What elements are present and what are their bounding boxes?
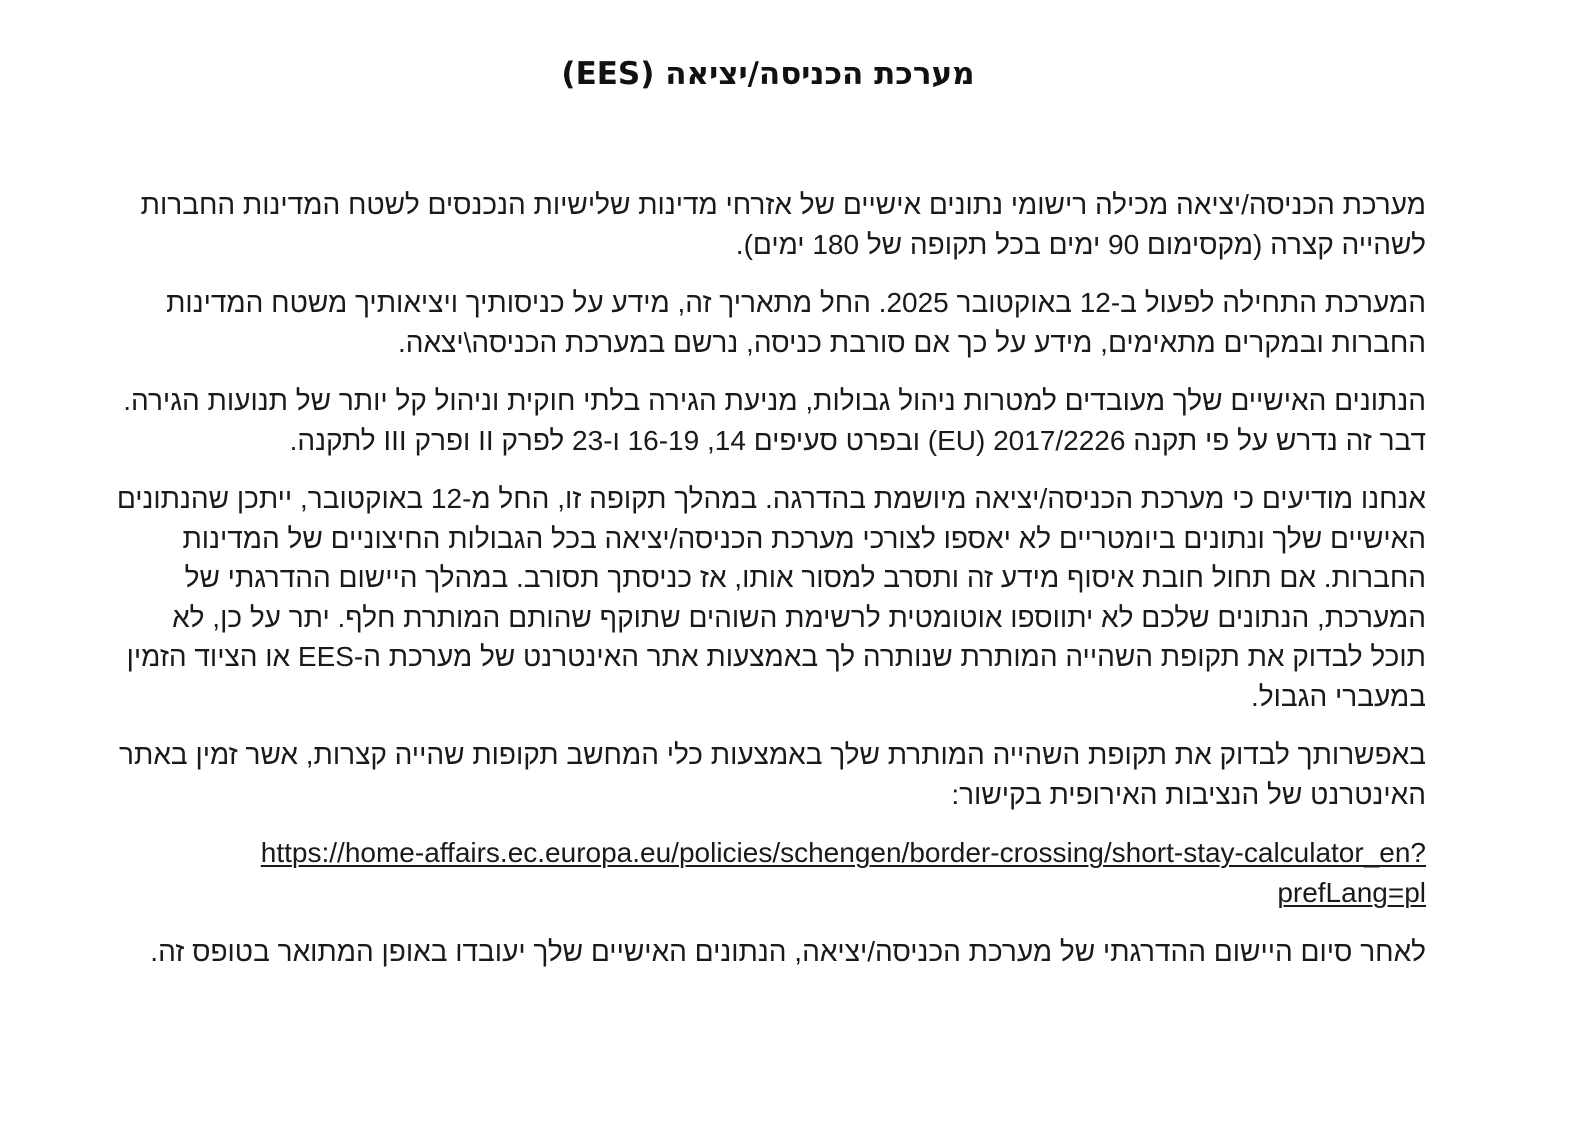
document-page — [110, 0, 1426, 1143]
document-title: מערכת הכניסה/יציאה (EES) — [561, 56, 975, 92]
paragraph-calculator: באפשרותך לבדוק את תקופת השהייה המותרת שלך באמצעות כלי המחשב תקופות שהייה קצרות, אשר זמין באתר האינטרנט של הנציבות האירופית בקישור: — [119, 739, 1426, 810]
paragraph-purpose: הנתונים האישיים שלך מעובדים למטרות ניהול גבולות, מניעת הגירה בלתי חוקית וניהול קל יותר של תנועות הגירה. דבר זה נדרש על פי תקנה 2017/2226 (EU) ובפרט סעיפים 14, 16-19 ו-23 לפרק II ופרק III לתקנה. — [123, 385, 1426, 456]
paragraph-intro: מערכת הכניסה/יציאה מכילה רישומי נתונים אישיים של אזרחי מדינות שלישיות הנכנסים לשטח המדינות החברות לשהייה קצרה (מקסימום 90 ימים בכל תקופה של 180 ימים). — [140, 189, 1426, 260]
link-paragraph — [110, 833, 1426, 912]
paragraph-gradual-rollout: אנחנו מודיעים כי מערכת הכניסה/יציאה מיושמת בהדרגה. במהלך תקופה זו, החל מ-12 באוקטובר, ייתכן שהנתונים האישיים שלך ונתונים ביומטריים לא יאספו לצורכי מערכת הכניסה/יציאה בכל הגבולות החיצוניים של המדינות החברות. אם תחול חובת איסוף מידע זה ותסרב למסור אותו, אז כניסתך תסורב. במהלך היישום ההדרגתי של המערכת, הנתונים שלכם לא יתווספו אוטומטית לרשימת השוהים שתוקף שהותם המותרת חלף. יתר על כן, לא תוכל לבדוק את תקופת השהייה המותרת שנותרה לך באמצעות אתר האינטרנט של מערכת ה-EES או הציוד הזמין במעברי הגבול. — [116, 483, 1426, 712]
document-body — [110, 185, 1426, 991]
paragraph-start-date: המערכת התחילה לפעול ב-12 באוקטובר 2025. החל מתאריך זה, מידע על כניסותיך ויציאותיך משטח המדינות החברות ובמקרים מתאימים, מידע על כך אם סורבת כניסה, נרשם במערכת הכניסה\יצאה. — [166, 287, 1426, 358]
short-stay-calculator-link[interactable]: https://home-affairs.ec.europa.eu/policies/schengen/border-crossing/short-stay-calculator_en?prefLang=pl — [260, 837, 1426, 908]
paragraph-closing: לאחר סיום היישום ההדרגתי של מערכת הכניסה/יציאה, הנתונים האישיים שלך יעובדו באופן המתואר בטופס זה. — [150, 936, 1426, 967]
